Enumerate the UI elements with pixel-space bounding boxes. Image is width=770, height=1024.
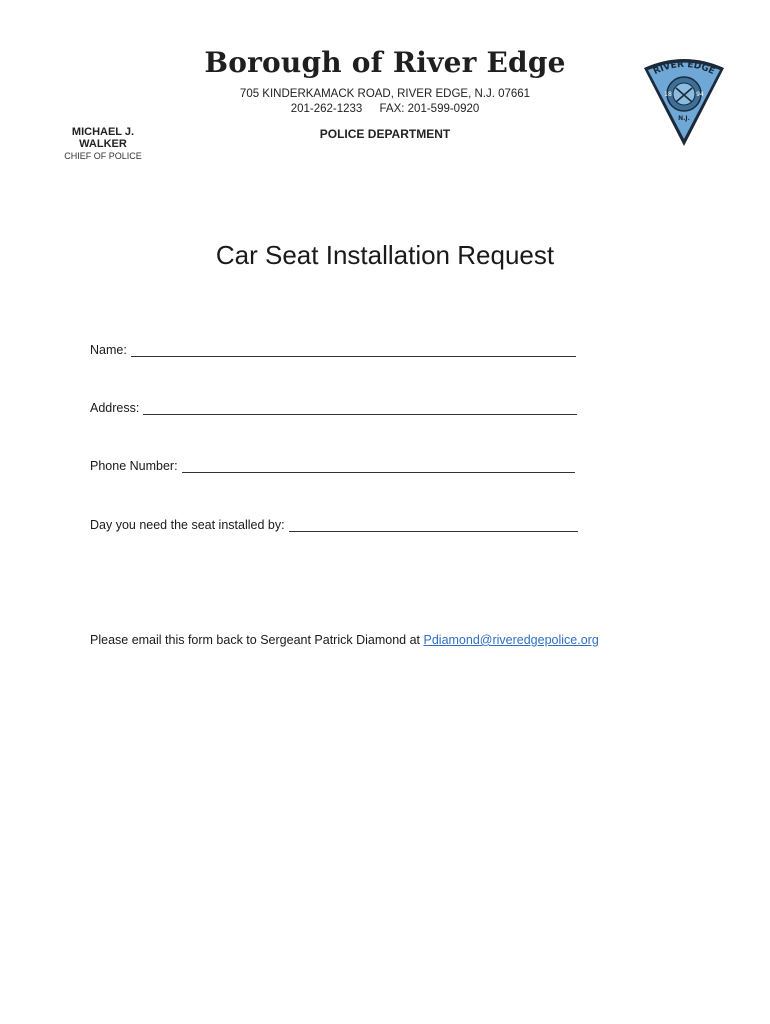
- email-instructions: [90, 633, 599, 647]
- address-label: Address:: [90, 401, 140, 415]
- fax-number: FAX: 201-599-0920: [379, 103, 480, 115]
- name-label: Name:: [90, 343, 127, 357]
- police-badge-icon: [640, 54, 728, 150]
- badge-year-left: 18: [664, 91, 672, 98]
- email-link[interactable]: Pdiamond@riveredgepolice.org: [423, 633, 599, 647]
- badge-text: RIVER EDGE: [651, 59, 717, 78]
- email-instructions-text: Please email this form back to Sergeant Patrick Diamond at: [90, 633, 421, 647]
- name-blank-line[interactable]: [131, 344, 576, 357]
- address-blank-line[interactable]: [143, 402, 577, 415]
- badge-year-right: 94: [696, 91, 704, 98]
- department-address: 705 KINDERKAMACK ROAD, RIVER EDGE, N.J. 07661: [239, 88, 531, 100]
- address-field[interactable]: [90, 401, 577, 415]
- phone-field[interactable]: [90, 459, 575, 473]
- phone-number: 201-262-1233: [290, 103, 363, 115]
- phone-blank-line[interactable]: [182, 460, 575, 473]
- chief-block: [48, 126, 158, 161]
- chief-title: CHIEF OF POLICE: [64, 151, 142, 161]
- department-name: POLICE DEPARTMENT: [319, 127, 451, 141]
- form-title: Car Seat Installation Request: [215, 240, 555, 270]
- install-date-field[interactable]: [90, 518, 578, 532]
- install-date-blank-line[interactable]: [289, 519, 578, 532]
- phone-label: Phone Number:: [90, 459, 178, 473]
- install-date-label: Day you need the seat installed by:: [90, 518, 285, 532]
- name-field[interactable]: [90, 343, 576, 357]
- badge-bottom-text: N.J.: [678, 115, 690, 122]
- borough-title: Borough of River Edge: [204, 46, 566, 79]
- chief-name: MICHAEL J. WALKER: [71, 126, 135, 150]
